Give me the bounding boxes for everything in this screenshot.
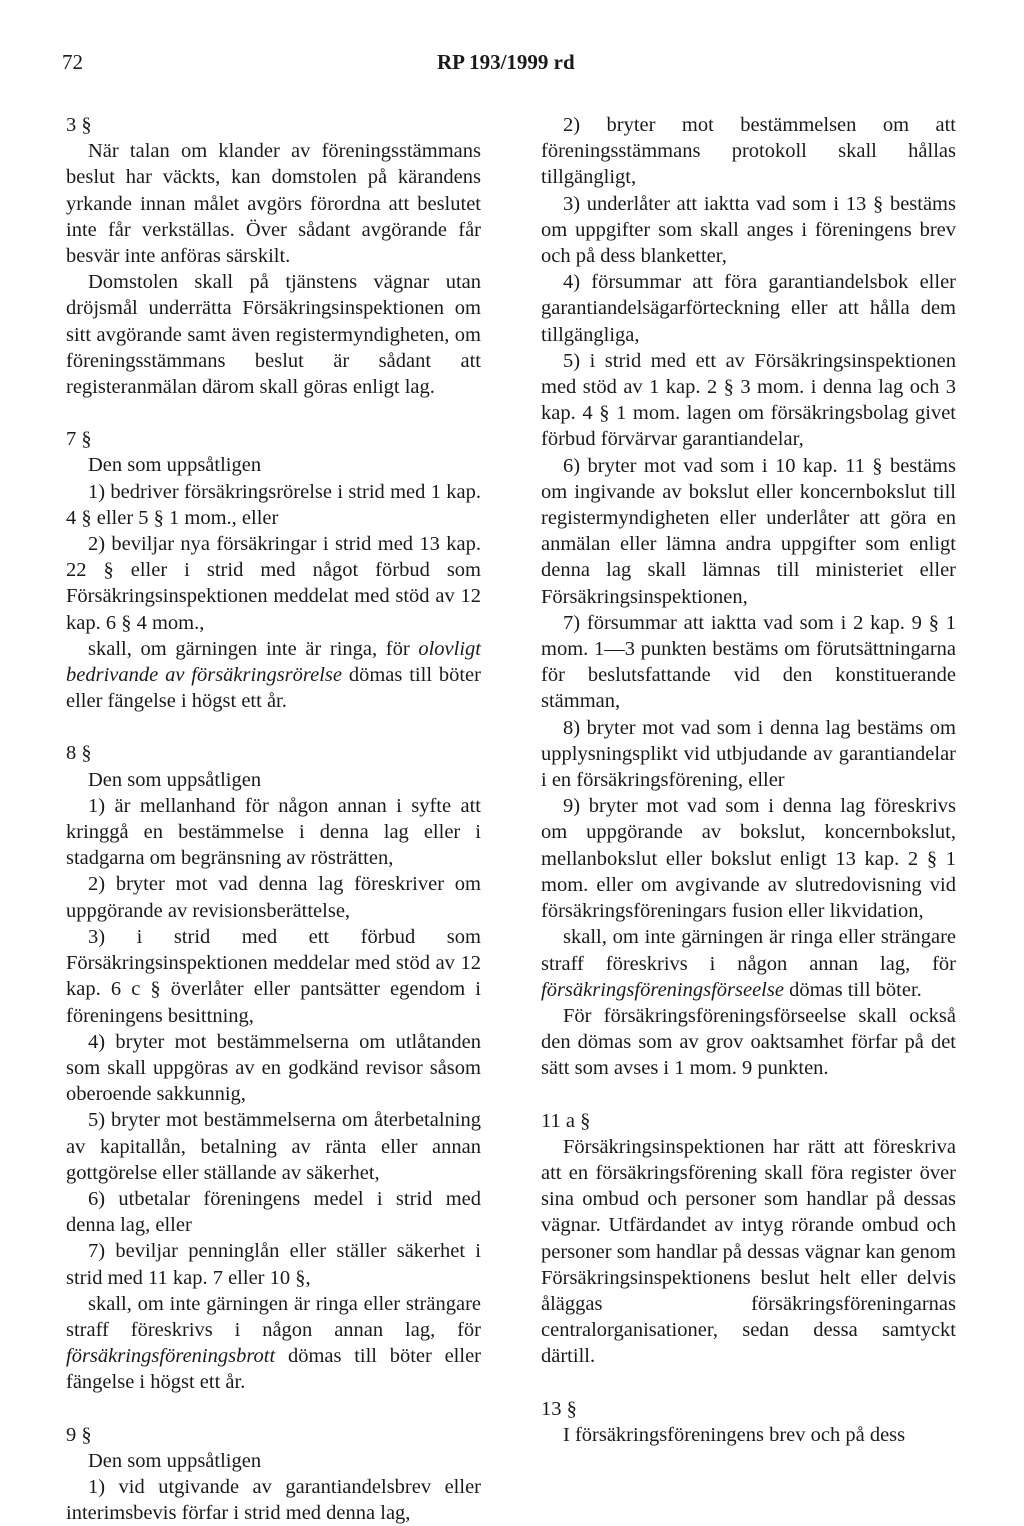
list-item: 6) utbetalar föreningens medel i strid med denna lag, eller [66,1187,481,1237]
paragraph: Domstolen skall på tjänstens vägnar utan dröjsmål underrätta Försäkringsinspektionen om sitt avgörande samt även registermyndigheten, om föreningsstämmans beslut är sådant att registeranmälan därom skall göras enligt lag. [66,271,481,399]
emphasized-term: olovligt bedrivande av försäkringsrörelse [66,637,481,687]
list-item: 2) bryter mot vad denna lag föreskriver om uppgörande av revisionsberättelse, [66,873,481,922]
paragraph: När talan om klander av föreningsstämmans beslut har väckts, kan domstolen på kärandens yrkande innan målet avgörs förordna att beslutet inte får verkställas. Över sådant avgörande får besvär inte anföras särskilt. [66,140,481,268]
text-run: dömas till böter eller fängelse i högst ett år. [66,664,481,713]
list-item: 7) försummar att iaktta vad som i 2 kap. 9 § 1 mom. 1—3 punkten bestäms om förutsättningarna för beslutsfattande vid den konstituerande stämman, [541,611,956,713]
paragraph [541,924,956,1003]
list-item: 2) bryter mot bestämmelsen om att föreningsstämmans protokoll skall hållas tillgängligt, [541,114,956,189]
paragraph: Den som uppsåtligen [88,1449,262,1472]
text-run: dömas till böter eller fängelse i högst ett år. [66,1345,481,1394]
list-item: 5) i strid med ett av Försäkringsinspektionen med stöd av 1 kap. 2 § 3 mom. i denna lag och 3 kap. 4 § 1 mom. lagen om försäkringsbolag givet förbud förvärvar garantiandelar, [541,349,956,451]
right-column [541,112,956,1448]
paragraph: Den som uppsåtligen [88,768,262,791]
section-heading: 9 § [66,1423,92,1446]
list-item: 1) bedriver försäkringsrörelse i strid med 1 kap. 4 § eller 5 § 1 mom., eller [66,480,481,529]
list-item: 5) bryter mot bestämmelserna om återbetalning av kapitallån, betalning av ränta eller annan gottgörelse eller ställande av säkerhet, [66,1109,481,1184]
paragraph [66,1291,481,1396]
text-run: skall, om inte gärningen är ringa eller strängare straff föreskrivs i någon annan lag, för [541,926,956,975]
list-item: 6) bryter mot vad som i 10 kap. 11 § bestäms om ingivande av bokslut eller koncernbokslut till registermyndigheten eller underlåter att göra en anmälan eller lämna andra uppgifter som enligt denna lag skall lämnas till ministeriet eller Försäkringsinspektionen, [541,454,956,608]
section-heading: 11 a § [541,1109,591,1132]
page-number: 72 [62,50,83,74]
section-heading: 8 § [66,742,92,765]
list-item: 7) beviljar penninglån eller ställer säkerhet i strid med 11 kap. 7 eller 10 §, [66,1240,481,1289]
list-item: 2) beviljar nya försäkringar i strid med 13 kap. 22 § eller i strid med något förbud som Försäkringsinspektionen meddelat med stöd av 12 kap. 6 § 4 mom., [66,533,481,634]
emphasized-term: försäkringsföreningsförseelse [541,978,784,1001]
section-heading: 7 § [66,428,92,451]
list-item: 1) är mellanhand för någon annan i syfte att kringgå en bestämmelse i denna lag eller i stadgarna om begränsning av rösträtten, [66,794,481,870]
list-item: 9) bryter mot vad som i denna lag föreskrivs om uppgörande av bokslut, koncernbokslut, mellanbokslut eller bokslut enligt 13 kap. 2 § 1 mom. eller om avgivande av slutredovisning vid försäkringsföreningars fusion eller likvidation, [541,795,956,923]
paragraph: För försäkringsföreningsförseelse skall också den dömas som av grov oaktsamhet förfar på det sätt som avses i 1 mom. 9 punkten. [541,1004,956,1080]
paragraph: Försäkringsinspektionen har rätt att föreskriva att en försäkringsförening skall föra register över sina ombud och personer som handlar på dessas vägnar. Utfärdandet av intyg rörande ombud och personer som handlar på dessas vägnar kan genom Försäkringsinspektionens beslut helt eller delvis åläggas försäkringsföreningarnas centralorganisationer, sedan dessa samtyckt därtill. [541,1135,956,1368]
list-item: 8) bryter mot vad som i denna lag bestäms om upplysningsplikt vid utbjudande av garantiandelar i en försäkringsförening, eller [541,716,956,792]
paragraph: Den som uppsåtligen [88,454,262,477]
list-item: 3) i strid med ett förbud som Försäkringsinspektionen meddelar med stöd av 12 kap. 6 c § överlåter eller pantsätter egendom i föreningens besittning, [66,925,481,1027]
section-heading: 13 § [541,1397,577,1420]
text-run: skall, om gärningen inte är ringa, för [88,637,419,660]
running-title: RP 193/1999 rd [437,50,575,74]
paragraph [66,636,481,715]
list-item: 4) försummar att föra garantiandelsbok eller garantiandelsägarförteckning eller att hålla dem tillgängliga, [541,271,956,346]
text-run: skall, om inte gärningen är ringa eller strängare straff föreskrivs i någon annan lag, för [66,1292,481,1341]
left-column [66,112,481,1526]
section-heading: 3 § [66,114,92,136]
list-item: 4) bryter mot bestämmelserna om utlåtanden som skall uppgöras av en godkänd revisor såsom oberoende sakkunnig, [66,1030,481,1106]
list-item: 1) vid utgivande av garantiandelsbrev eller interimsbevis förfar i strid med denna lag, [66,1475,481,1525]
page-header [62,50,962,80]
list-item: 3) underlåter att iaktta vad som i 13 § bestäms om uppgifter som skall anges i föreningens brev och på dess blanketter, [541,192,956,268]
emphasized-term: försäkringsföreningsbrott [66,1345,276,1368]
text-run: dömas till böter. [783,978,922,1001]
paragraph: I försäkringsföreningens brev och på dess [563,1423,906,1446]
